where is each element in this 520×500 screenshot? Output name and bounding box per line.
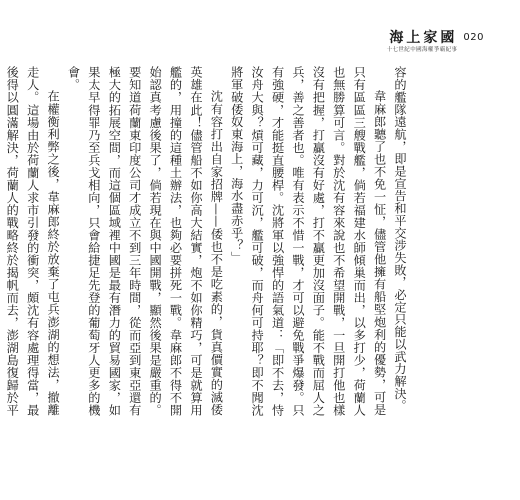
paragraph-3: 沈有容打出自家招牌——倭也不是吃素的，貨真價實的滅倭英雄在此！儘管船不如你高大結實，炮不如你精巧，可是就算用艦的，用撞的這種土辦法，也夠必要拼死一戰。韋麻郎不得不開始認真考慮後果了，倘若現在與中國開戰，顯然後果是嚴重的。要知道荷蘭東印度公司才成立不到三年時間，從而亞到東亞還有極大的拓展空間，而這個區域裡中國是最有潛力的貿易國家，如果太早得罪乃至兵戈相向，只會給捷足先登的葡萄牙人更多的機會。	[66, 66, 224, 416]
header-titles	[387, 30, 458, 55]
paragraph-1: 容的艦隊遠航，即是宣告和平交涉失敗，必定只能以武力解決。	[393, 66, 407, 412]
body-text	[0, 66, 410, 416]
paragraph-4: 在權衡利弊之後，韋麻郎終於放棄了屯兵澎湖的想法，撤離走人。這場由於荷蘭人求市引發的衝突，頗沈有容處理得當，最後得以圓滿解決，荷蘭人的戰略終於揭帆而去，澎湖島復歸於平	[5, 66, 61, 416]
paragraph-2: 韋麻郎聽了也不免一怔，儘管他擁有船堅炮利的優勢，可是只有區區三艘戰艦，倘若福建水師傾巢而出，以多打少，荷蘭人也無勝算可言。對於沈有容來說也不希望開戰，一旦開打他也樣沒有把握，打贏沒有好處，打不贏更加沒面子。能不戰而屈人之兵，善之善者也。唯有表示不惜一戰，才可以避免戰爭爆發。只有強硬，才能挺直腰桿。沈將軍以強悍的語氣道：「即不去，恃汝舟大與？熕可藏，力可沉，艦可破，而舟何可持耶？即不聞沈將軍破倭奴東海上，海水盡赤乎？」	[229, 66, 387, 416]
book-subtitle: 十七世紀中國海權爭霸紀事	[386, 47, 458, 53]
running-header	[387, 30, 484, 55]
book-title: 海上家國	[389, 30, 458, 46]
page-number: 020	[463, 32, 484, 43]
